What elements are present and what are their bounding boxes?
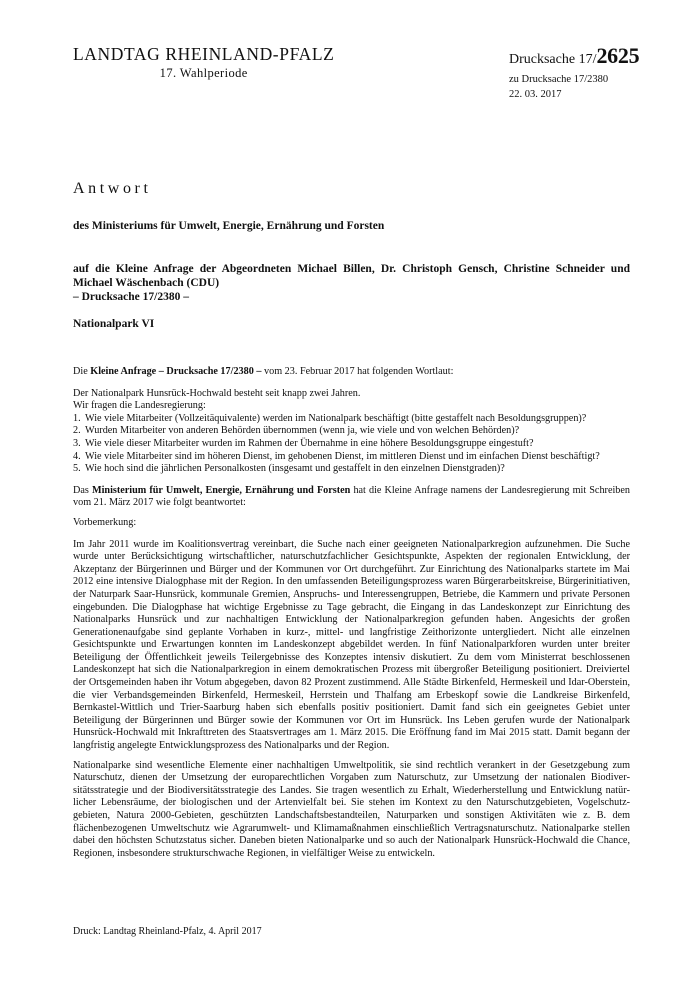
parliament-header [73, 44, 334, 81]
question-text: Wie viele Mitarbeiter sind im höheren Dienst, im gehobenen Dienst, im mittleren Dienst und im einfachen Dienst beschäftigt? [85, 450, 600, 462]
vorbemerkung-heading: Vorbemerkung: [73, 516, 137, 528]
inquiry-line: Michael Wäschenbach (CDU) [73, 277, 220, 289]
paragraph-2: Nationalparke sind wesentliche Elemente einer nachhaltigen Umweltpolitik, sie sind rechtlich verankert in der Gesetzgebung zum Naturschutz, dienen der Umsetzung der europarechtlichen Vorgaben zum Naturschutz, zur Umsetzung der nationalen Biodiversitätsstrategie und der Biodiversitätsstrategie des Landes. Sie tragen wesentlich zu Erhalt, Wiederherstellung und Entwicklung natürlicher Lebensräume, der biologischen und der Artenvielfalt bei. Sie stehen im Kontext zu den Naturschutzgebieten, Vogelschutzgebieten, Natura 2000-Gebieten, geschützten Landschaftsbestandteilen, Naturparken und sonstigen Aktivitäten wie z. B. dem flächenbezogenen Umweltschutz wie Agrarumwelt- und Klimamaßnahmen einschließlich Vertragsnaturschutz. Nationalparke stellen dabei den höchsten Schutzstatus sicher. Daneben bieten Nationalparke und so auch der Nationalpark Hunsrück-Hochwald die Chance, Regionen, insbesondere strukturschwache Regionen, in vielfältiger Weise zu entwickeln. [73, 759, 630, 859]
reply-bold: Ministerium für Umwelt, Energie, Ernährung und Forsten [91, 484, 351, 496]
ministry-line: des Ministeriums für Umwelt, Energie, Ernährung und Forsten [73, 220, 385, 232]
question-item [73, 425, 630, 438]
question-text: Wie viele Mitarbeiter (Vollzeitäquivalente) werden im Nationalpark beschäftigt (bitte gestaffelt nach Besoldungsgruppen)? [85, 412, 587, 424]
inquiry-reference [73, 262, 630, 304]
question-text: Wie hoch sind die jährlichen Personalkosten (insgesamt und gestaffelt in den einzelnen Dienstgraden)? [85, 463, 505, 475]
question-number: 3. [73, 437, 81, 449]
drucksache-line [509, 44, 639, 72]
document-title: Antwort [73, 180, 152, 197]
reply-text: Das [73, 484, 92, 496]
drucksache-label: Drucksache 17/ [509, 52, 597, 67]
question-text: Wurden Mitarbeiter von anderen Behörden übernommen (wenn ja, wie viele und von welchen Behörden)? [85, 425, 520, 437]
drucksache-number: 2625 [596, 43, 640, 68]
subject-heading: Nationalpark VI [73, 318, 155, 330]
zu-drucksache: zu Drucksache 17/2380 [509, 74, 609, 85]
inquiry-line: – Drucksache 17/2380 – [73, 291, 189, 303]
intro-text: vom 23. Februar 2017 hat folgenden Wortlaut: [261, 366, 454, 377]
reply-intro [73, 485, 630, 510]
question-number: 4. [73, 450, 81, 462]
document-date: 22. 03. 2017 [509, 89, 562, 100]
question-number: 2. [73, 425, 81, 437]
inquiry-line: auf die Kleine Anfrage der Abgeordneten Michael Billen, Dr. Christoph Gensch, Christine Schneider und [73, 263, 630, 275]
question-item [73, 413, 630, 426]
question-text: Wie viele dieser Mitarbeiter wurden im Rahmen der Übernahme in eine höhere Besoldungsgruppe eingestuft? [85, 437, 534, 449]
question-item [73, 463, 630, 476]
wortlaut-line: Der Nationalpark Hunsrück-Hochwald besteht seit knapp zwei Jahren. [73, 387, 361, 399]
print-footer: Druck: Landtag Rheinland-Pfalz, 4. April 2017 [73, 926, 262, 937]
reply-text: hat die Kleine Anfrage namens der Landesregierung mit Schreiben vom 21. März 2017 wie folgt beantwortet: [73, 484, 631, 509]
question-item [73, 438, 630, 451]
document-body [73, 366, 630, 860]
intro-sentence [73, 366, 630, 379]
question-number: 1. [73, 412, 81, 424]
question-item [73, 451, 630, 464]
parliament-name: LANDTAG RHEINLAND-PFALZ [73, 44, 335, 64]
question-number: 5. [73, 463, 81, 475]
document-reference [509, 44, 639, 102]
wortlaut-line: Wir fragen die Landesregierung: [73, 400, 206, 412]
paragraph-1: Im Jahr 2011 wurde im Koalitionsvertrag vereinbart, die Suche nach einer geeigneten Nationalparkregion aufzunehmen. Die Suche wurde unter Berücksichtigung wirtschaftlicher, naturschutzfachlicher Gesichtspunkte, Aspekten der regionalen Entwicklung, der Akzeptanz der Bürgerinnen und Bürger und der Kommunen vor Ort durchgeführt. Zur Einrichtung des Nationalparks startete im Mai 2012 eine intensive Dialogphase mit der Region. In den umfassenden Beteiligungsprozess waren Bürgerarbeitskreise, Bürgerinitiativen, der Naturpark Saar-Hunsrück, kommunale Gremien, Anspruchs- und Interessengruppen, Betriebe, die Kammern und private Personen eingebunden. Die Dialogphase hat wichtige Ergebnisse zu Tage gebracht, die Eingang in das Landeskonzept zur Einrichtung des Nationalparks Hunsrück und zur nachhaltigen Entwicklung der Nationalparkregion gefunden haben. Angesichts der großen Generationenaufgabe sind geplante Vorhaben in kurz-, mittel- und langfristige Zeithorizonte untergliedert. Nicht alle einzelnen Gesichtspunkte und Erwartungen konnten im Landeskonzept abgebildet werden. In fünf Nationalparkforen wurden unter breiter Beteiligung der Öffentlichkeit jeweils Teilergebnisse des Konzeptes intensiv diskutiert. Zu dem vom Ministerrat beschlossenen Landeskonzept hat sich die Nationalparkregion in einem demokratischen Prozess mit übergroßer Beteiligung positioniert. Dreiviertel der Ortsgemeinden haben ihr Votum abgegeben, davon 82 Prozent zustimmend. Alle Städte Birkenfeld, Hermeskeil und Idar-Oberstein, die vier Verbandsgemeinden Birkenfeld, Hermeskeil, Herrstein und Thalfang am Erbeskopf sowie die Landkreise Birkenfeld, Bernkastel-Wittlich und Trier-Saarburg haben sich ebenfalls positiv positioniert. Damit fand sich ein geeignetes Gebiet unter Beteiligung der Bürgerinnen und Bürger sowie der Kommunen vor Ort im Hunsrück. Ins Leben gerufen wurde der Nationalpark Hunsrück-Hochwald mit Inkrafttreten des Staatsvertrages am 1. März 2015. Die Eröffnung fand im Mai 2015 statt. Damit begann der langfristig angelegte Entwicklungsprozess des Nationalparks und der Region. [73, 538, 630, 752]
question-list [73, 413, 630, 476]
intro-bold: Kleine Anfrage – Drucksache 17/2380 – [90, 366, 262, 377]
intro-text: Die [73, 366, 91, 377]
legislative-period: 17. Wahlperiode [159, 66, 248, 80]
